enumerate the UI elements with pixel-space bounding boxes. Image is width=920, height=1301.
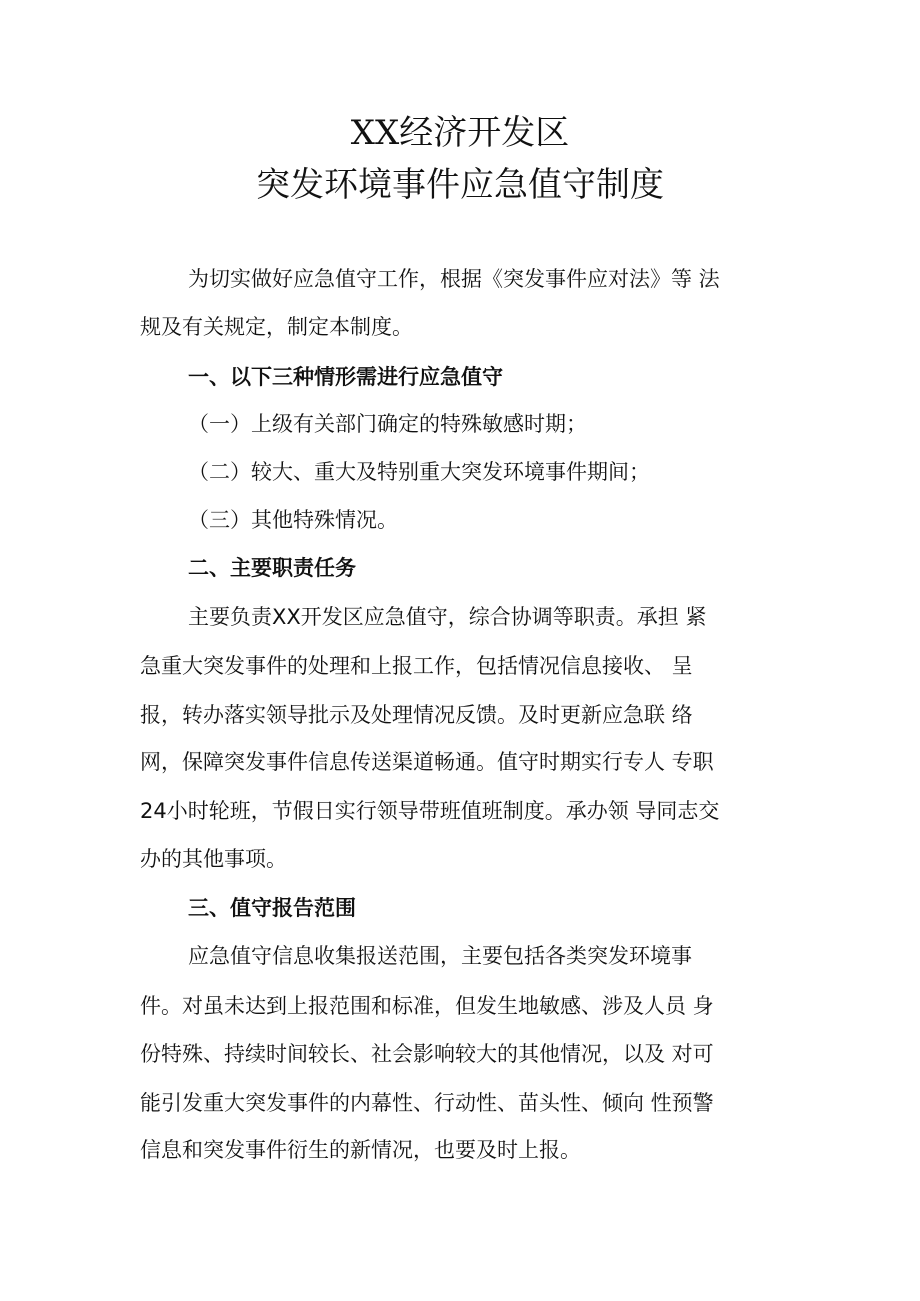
section-heading-3: 三、值守报告范围 — [188, 896, 356, 920]
body-line-7: 24小时轮班，节假日实行领导带班值班制度。承办领 导同志交 — [140, 799, 720, 823]
body-line-3: 主要负责XX开发区应急值守，综合协调等职责。承担 紧 — [188, 605, 707, 629]
section-heading-1: 一、以下三种情形需进行应急值守 — [188, 365, 503, 389]
list-item-2: （二）较大、重大及特别重大突发环境事件期间； — [188, 460, 650, 484]
body-line-10: 件。对虽未达到上报范围和标准，但发生地敏感、涉及人员 身 — [140, 994, 714, 1018]
body-line-9: 应急值守信息收集报送范围，主要包括各类突发环境事 — [188, 944, 692, 968]
document-title-line-1: XX经济开发区 — [350, 113, 570, 153]
list-item-1: （一）上级有关部门确定的特殊敏感时期； — [188, 412, 587, 436]
body-line-5: 报，转办落实领导批示及处理情况反馈。及时更新应急联 络 — [140, 703, 693, 727]
body-line-11: 份特殊、持续时间较长、社会影响较大的其他情况，以及 对可 — [140, 1042, 714, 1066]
document-title-line-2: 突发环境事件应急值守制度 — [256, 165, 664, 205]
body-line-6: 网，保障突发事件信息传送渠道畅通。值守时期实行专人 专职 — [140, 750, 714, 774]
body-line-13: 信息和突发事件衍生的新情况，也要及时上报。 — [140, 1138, 581, 1162]
body-line-12: 能引发重大突发事件的内幕性、行动性、苗头性、倾向 性预警 — [140, 1091, 714, 1115]
body-line-1: 为切实做好应急值守工作，根据《突发事件应对法》等 法 — [188, 267, 720, 291]
body-line-4: 急重大突发事件的处理和上报工作，包括情况信息接收、 呈 — [140, 654, 693, 678]
body-line-8: 办的其他事项。 — [140, 847, 287, 871]
list-item-3: （三）其他特殊情况。 — [188, 508, 398, 532]
section-heading-2: 二、主要职责任务 — [188, 556, 356, 580]
body-line-2: 规及有关规定，制定本制度。 — [140, 315, 413, 339]
